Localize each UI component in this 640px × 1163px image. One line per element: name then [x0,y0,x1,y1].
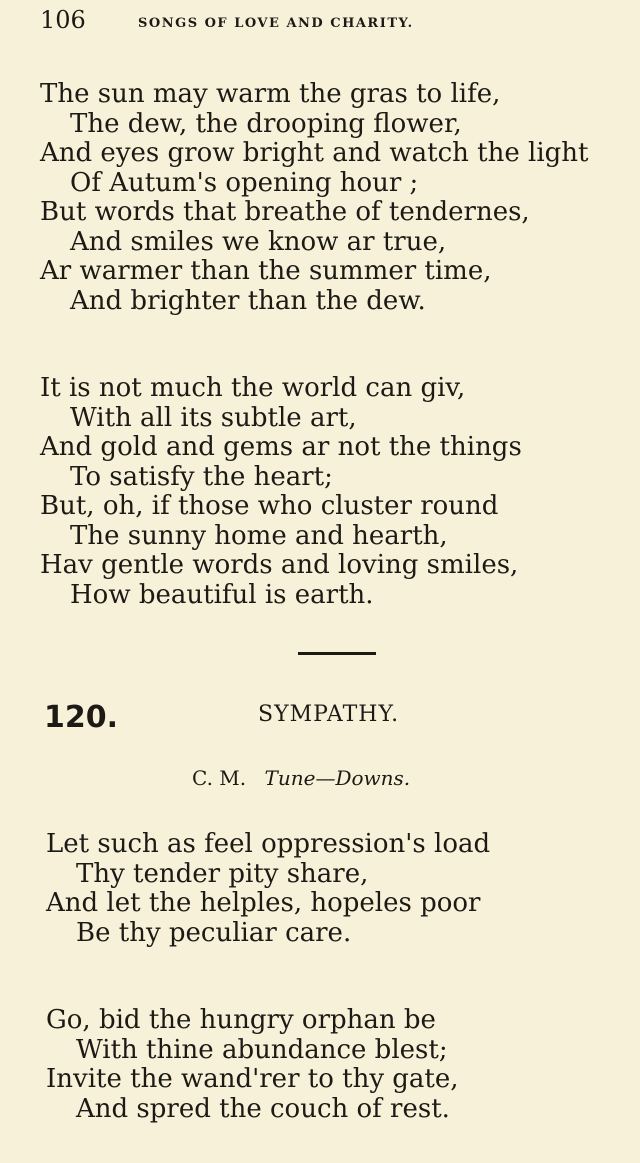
meter: C. M. [192,766,247,790]
verse-line: Thy tender pity share, [76,858,369,889]
hymn-number: 120. [44,700,119,735]
stanza-2 [40,374,630,610]
tune-name: Tune—Downs. [264,766,411,790]
verse-line: With all its subtle art, [70,402,357,433]
verse-line: And let the helples, hopeles poor [46,888,481,918]
hymn-stanza-1 [46,830,636,948]
running-head [40,6,560,40]
hymn-stanza-2 [46,1006,636,1124]
verse-line: How beautiful is earth. [70,579,374,610]
verse-line: Of Autum's opening hour ; [70,167,419,198]
verse-line: But, oh, if those who cluster round [40,491,499,521]
verse-line: Hav gentle words and loving smiles, [40,550,519,580]
verse-line: And brighter than the dew. [70,285,426,316]
verse-line: Invite the wand'rer to thy gate, [46,1064,459,1094]
verse-line: And smiles we know ar true, [70,226,447,257]
verse-line: The sun may warm the gras to life, [40,79,501,109]
verse-line: It is not much the world can giv, [40,373,466,403]
verse-line: Go, bid the hungry orphan be [46,1005,436,1035]
verse-line: And gold and gems ar not the things [40,432,522,462]
meter-line [192,766,410,790]
verse-line: With thine abundance blest; [76,1034,448,1065]
running-title: SONGS OF LOVE AND CHARITY. [138,16,414,31]
verse-line: And eyes grow bright and watch the light [40,138,589,168]
hymn-title: SYMPATHY. [258,702,400,727]
verse-line: Let such as feel oppression's load [46,829,491,859]
verse-line: The sunny home and hearth, [70,520,448,551]
verse-line: To satisfy the heart; [70,461,333,492]
verse-line: Ar warmer than the summer time, [40,256,492,286]
verse-line: And spred the couch of rest. [76,1093,450,1124]
verse-line: Be thy peculiar care. [76,917,352,948]
page-number: 106 [40,6,86,34]
section-divider [298,652,376,655]
stanza-1 [40,80,630,316]
verse-line: But words that breathe of tendernes, [40,197,530,227]
verse-line: The dew, the drooping flower, [70,108,462,139]
